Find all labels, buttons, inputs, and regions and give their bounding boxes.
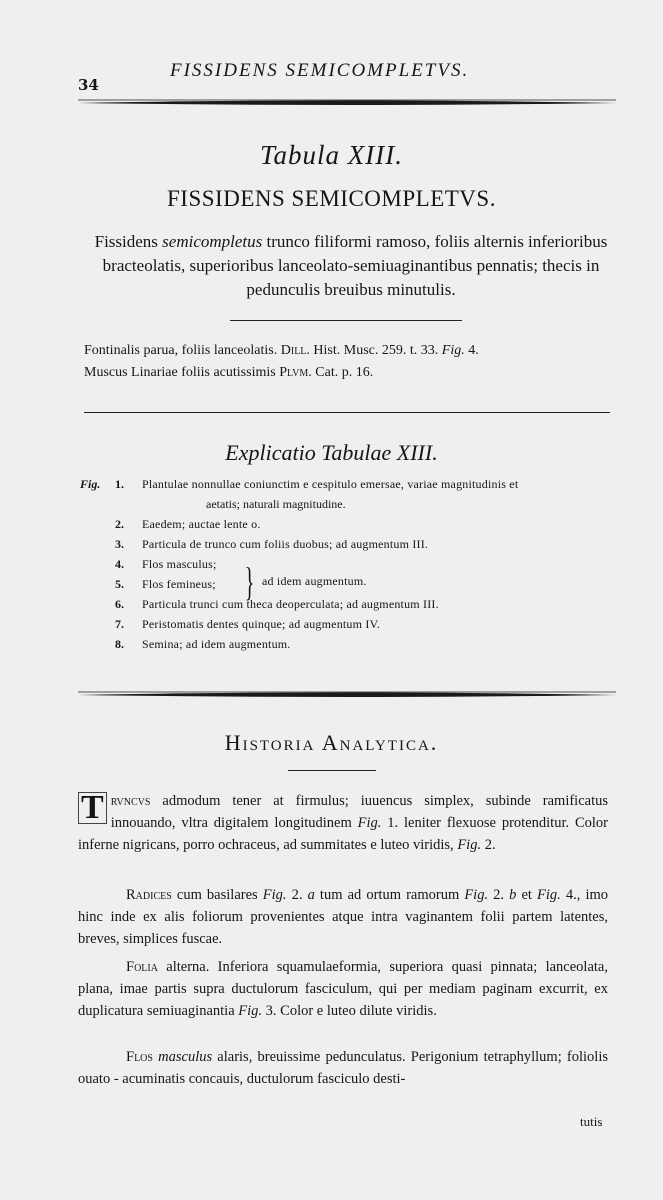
drop-cap: T — [78, 792, 107, 824]
fig-prefix: Fig. — [80, 477, 101, 491]
species-diagnosis: Fissidens semicompletus trunco filiformi ramoso, foliis alternis inferioribus bracteolatis, superioribus lanceolato-semiuaginantibus pennatis; thecis in pedunculis breuibus minutulis. — [94, 232, 608, 299]
catchword: tutis — [580, 1114, 603, 1129]
list-item: 4. Flos masculus; — [115, 557, 217, 571]
header-ornamental-rule — [78, 96, 616, 110]
paragraph-folia: Folia alterna. Inferiora squamulaeformia, superiora quasi pinnata; lanceolata, plana, imae partis supra ductulorum fasciculum, qui per mediam paginam excurrit, ex duplicatura semiuaginantia Fig. 3. Color e luteo dilute viridis. — [78, 959, 608, 1019]
brace-label: ad idem augmentum. — [262, 574, 367, 588]
section-divider — [84, 412, 610, 413]
species-title: FISSIDENS SEMICOMPLETVS. — [167, 186, 496, 211]
middle-ornamental-rule — [78, 688, 616, 702]
list-item: 5. Flos femineus; — [115, 577, 216, 591]
list-item: 6. Particula trunci cum theca deoperculata; ad augmentum III. — [115, 597, 439, 611]
synonym-line-2: Muscus Linariae foliis acutissimis Plvm. Cat. p. 16. — [84, 365, 374, 380]
paragraph-radices: Radices cum basilares Fig. 2. a tum ad ortum ramorum Fig. 2. b et Fig. 4., imo hinc inde ex alis foliorum provenientes atque intra vaginantem folii partem latentes, breves, simplices fuscae. — [78, 887, 609, 947]
paragraph-truncus: T rvncvs admodum tener at firmulus; iuuencus simplex, subinde ramificatus innouando, vltra digitalem longitudinem Fig. 1. leniter flexuose protenditur. Color inferne nigricans, porro ochraceus, ad summitates e luteo viridis, Fig. 2. — [78, 789, 608, 853]
list-item: 8. Semina; ad idem augmentum. — [115, 637, 291, 651]
page-number: 34 — [78, 76, 99, 94]
list-item: Fig. 1. Plantulae nonnullae coniunctim e cespitulo emersae, variae magnitudinis et — [80, 474, 620, 494]
list-item: aetatis; naturali magnitudine. — [206, 497, 346, 511]
historia-title: Historia Analytica. — [224, 730, 439, 755]
running-title: FISSIDENS SEMICOMPLETVS. — [170, 60, 470, 81]
explicatio-title: Explicatio Tabulae XIII. — [225, 440, 438, 465]
figure-list — [80, 474, 620, 654]
list-item: 3. Particula de trunco cum foliis duobus; ad augmentum III. — [115, 537, 429, 551]
list-item: 7. Peristomatis dentes quinque; ad augmentum IV. — [115, 617, 381, 631]
synonym-line-1: Fontinalis parua, foliis lanceolatis. Dill. Hist. Musc. 259. t. 33. Fig. 4. — [84, 343, 479, 358]
paragraph-flos: Flos masculus alaris, breuissime pedunculatus. Perigonium tetraphyllum; foliolis ouato - acuminatis concauis, ductulorum fasciculo desti- — [78, 1049, 608, 1087]
plate-title: Tabula XIII. — [259, 140, 403, 170]
brace-glyph: } — [244, 559, 255, 604]
list-item: 2. Eaedem; auctae lente o. — [115, 517, 261, 531]
synonymy — [84, 340, 604, 384]
running-head — [78, 58, 598, 94]
short-divider — [230, 320, 462, 321]
title-underline — [288, 770, 376, 771]
